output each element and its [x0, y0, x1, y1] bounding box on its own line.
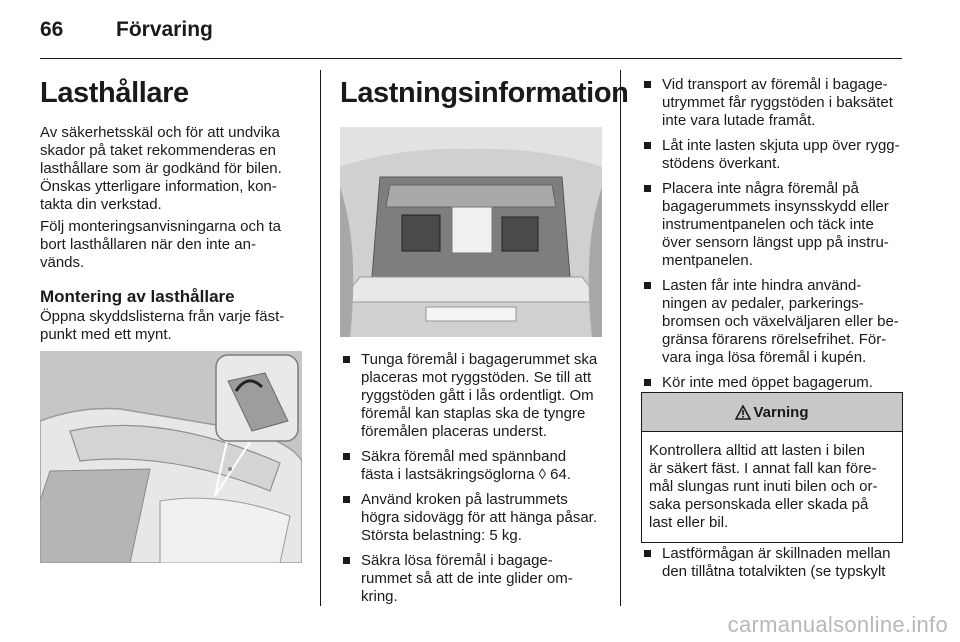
text-line: Låt inte lasten skjuta upp över rygg- — [662, 137, 900, 154]
text-line: Största belastning: 5 kg. — [361, 527, 522, 544]
text-line: Kör inte med öppet bagagerum. — [662, 374, 873, 391]
text-line: saka personskada eller skada på — [649, 496, 869, 513]
text-line: vänds. — [40, 254, 85, 271]
left-para-3 — [40, 308, 315, 344]
list-item — [340, 351, 605, 441]
list-item — [641, 545, 906, 581]
text-line: kring. — [361, 588, 398, 605]
bullet-square-icon — [644, 81, 651, 88]
text-line: Vid transport av föremål i bagage- — [662, 76, 888, 93]
text-line: Placera inte några föremål på — [662, 180, 859, 197]
list-item — [641, 137, 906, 173]
text-line: ryggstöden gått i lås ordentligt. Om — [361, 387, 594, 404]
page-number: 66 — [40, 18, 64, 41]
text-line: bort lasthållaren när den inte an- — [40, 236, 256, 253]
text-line: föremålen placeras underst. — [361, 423, 547, 440]
text-line: inte vara lutade framåt. — [662, 112, 816, 129]
roof-rack-illustration — [40, 351, 302, 563]
text-line: högra sidovägg för att hänga påsar. — [361, 509, 598, 526]
column-divider-left — [320, 70, 321, 606]
text-line: över sensorn längst upp på instru- — [662, 234, 889, 251]
text-line: Följ monteringsanvisningarna och ta — [40, 218, 281, 235]
text-line: Säkra föremål med spännband — [361, 448, 567, 465]
watermark: carmanualsonline.info — [727, 612, 948, 637]
list-item — [340, 491, 605, 545]
right-bullet-list-2 — [641, 545, 906, 588]
text-line: den tillåtna totalvikten (se typskylt — [662, 563, 886, 580]
text-line: Önskas ytterligare information, kon- — [40, 178, 277, 195]
list-item — [340, 552, 605, 606]
text-line: Lastförmågan är skillnaden mellan — [662, 545, 891, 562]
warning-triangle-icon — [735, 405, 751, 420]
text-line: stödens överkant. — [662, 155, 781, 172]
text-line: takta din verkstad. — [40, 196, 162, 213]
text-line: vara inga lösa föremål i kupén. — [662, 349, 867, 366]
bullet-square-icon — [644, 550, 651, 557]
text-line: utrymmet får ryggstöden i baksätet — [662, 94, 893, 111]
list-item — [641, 76, 906, 130]
warning-box — [641, 392, 903, 543]
text-line: föremål kan staplas ska de tyngre — [361, 405, 586, 422]
list-item — [641, 374, 906, 392]
header-rule — [40, 58, 902, 59]
bullet-square-icon — [644, 282, 651, 289]
cargo-area-illustration — [340, 127, 602, 337]
text-line: mål slungas runt inuti bilen och or- — [649, 478, 878, 495]
column-divider-right — [620, 70, 621, 606]
text-line: Lasten får inte hindra använd- — [662, 277, 862, 294]
list-item — [340, 448, 605, 484]
text-line: Använd kroken på lastrummets — [361, 491, 568, 508]
bullet-square-icon — [343, 496, 350, 503]
text-line: är säkert fäst. I annat fall kan före- — [649, 460, 877, 477]
middle-bullet-list — [340, 351, 605, 613]
text-line: instrumentpanelen och täck inte — [662, 216, 874, 233]
text-line: Av säkerhetsskäl och för att undvika — [40, 124, 280, 141]
section-title-lasthallare: Lasthållare — [40, 77, 189, 109]
text-line: rummet så att de inte glider om- — [361, 570, 573, 587]
chapter-title: Förvaring — [116, 18, 213, 41]
bullet-square-icon — [343, 453, 350, 460]
warning-title: Varning — [753, 403, 809, 421]
left-para-1 — [40, 124, 315, 214]
text-line: fästa i lastsäkringsöglorna ◊ 64. — [361, 466, 572, 483]
text-line: last eller bil. — [649, 514, 729, 531]
text-line: mentpanelen. — [662, 252, 753, 269]
text-line: Kontrollera alltid att lasten i bilen — [649, 442, 865, 459]
text-line: punkt med ett mynt. — [40, 326, 172, 343]
bullet-square-icon — [644, 142, 651, 149]
bullet-square-icon — [343, 356, 350, 363]
bullet-square-icon — [644, 185, 651, 192]
section-title-lastningsinformation: Lastningsinformation — [340, 77, 629, 109]
warning-header — [642, 393, 902, 432]
text-line: skador på taket rekommenderas en — [40, 142, 276, 159]
text-line: placeras mot ryggstöden. Se till att — [361, 369, 592, 386]
warning-text — [642, 432, 902, 542]
text-line: bromsen och växelväljaren eller be- — [662, 313, 899, 330]
text-line: gränsa förarens rörelsefrihet. För- — [662, 331, 887, 348]
text-line: lasthållare som är godkänd för bilen. — [40, 160, 282, 177]
list-item — [641, 277, 906, 367]
left-para-2 — [40, 218, 315, 272]
bullet-square-icon — [343, 557, 350, 564]
subsection-title: Montering av lasthållare — [40, 287, 235, 306]
text-line: Öppna skyddslisterna från varje fäst- — [40, 308, 285, 325]
list-item — [641, 180, 906, 270]
text-line: Säkra lösa föremål i bagage- — [361, 552, 553, 569]
text-line: ningen av pedaler, parkerings- — [662, 295, 864, 312]
text-line: Tunga föremål i bagagerummet ska — [361, 351, 598, 368]
right-bullet-list — [641, 76, 906, 399]
bullet-square-icon — [644, 379, 651, 386]
text-line: bagagerummets insynsskydd eller — [662, 198, 889, 215]
